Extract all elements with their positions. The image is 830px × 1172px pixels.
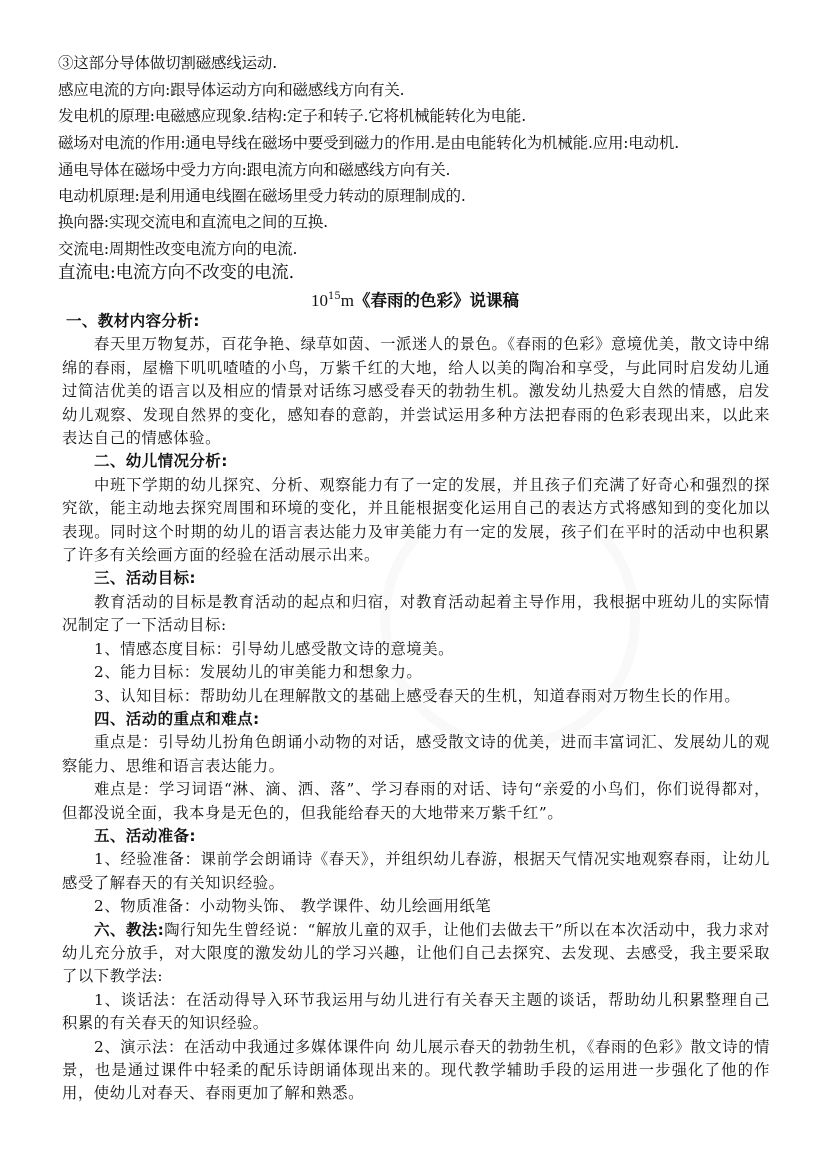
list-item: 2、能力目标：发展幼儿的审美能力和想象力。 [94, 663, 423, 682]
text-line: 直流电:电流方向不改变的电流. [58, 263, 294, 283]
document-title [0, 287, 830, 311]
section-heading: 六、教法: [94, 920, 165, 939]
list-item: 1、谈话法：在活动得导入环节我运用与幼儿进行有关春天主题的谈话，帮助幼儿积累整理自己积累的有关春天的知识经验。 [62, 990, 770, 1033]
paragraph-text: 陶行知先生曾经说：“解放儿童的双手，让他们去做去干”所以在本次活动中，我力求对幼儿充分放手，对大限度的激发幼儿的学习兴趣，让他们自己去探究、去发现、去感受，我主要采取了以下教学法: [62, 920, 771, 986]
text-line: 交流电:周期性改变电流方向的电流. [58, 240, 298, 258]
title-unit: m [340, 291, 354, 310]
paragraph: 教育活动的目标是教育活动的起点和归宿，对教育活动起着主导作用，我根据中班幼儿的实际情况制定了一下活动目标: [62, 592, 770, 635]
text-line: 感应电流的方向:跟导体运动方向和磁感线方向有关. [58, 81, 405, 99]
list-item: 1、情感态度目标：引导幼儿感受散文诗的意境美。 [94, 639, 455, 658]
text-line: 磁场对电流的作用:通电导线在磁场中要受到磁力的作用.是由电能转化为机械能.应用:电动机. [58, 134, 679, 152]
list-item: 3、认知目标：帮助幼儿在理解散文的基础上感受春天的生机，知道春雨对万物生长的作用。 [94, 686, 741, 705]
title-name: 《春雨的色彩》说课稿 [353, 291, 519, 310]
text-line: 通电导体在磁场中受力方向:跟电流方向和磁感线方向有关. [58, 161, 451, 179]
section-heading: 五、活动准备: [94, 826, 196, 845]
title-superscript: 15 [328, 291, 341, 302]
paragraph: 中班下学期的幼儿探究、分析、观察能力有了一定的发展，并且孩子们充满了好奇心和强烈的探究欲，能主动地去探究周围和环境的变化，并且能根据变化运用自己的表达方式将感知到的变化加以表现。同时这个时期的幼儿的语言表达能力及审美能力有一定的发展，孩子们在平时的活动中也积累了许多有关绘画方面的经验在活动展示出来。 [62, 475, 770, 565]
paragraph [62, 919, 770, 989]
title-number: 10 [311, 291, 329, 310]
text-line: 电动机原理:是利用通电线圈在磁场里受力转动的原理制成的. [58, 187, 466, 205]
text-line: 发电机的原理:电磁感应现象.结构:定子和转子.它将机械能转化为电能. [58, 107, 526, 125]
paragraph: 重点是：引导幼儿扮角色朗诵小动物的对话，感受散文诗的优美，进而丰富词汇、发展幼儿的观察能力、思维和语言表达能力。 [62, 733, 770, 775]
list-item: 2、物质准备：小动物头饰、 教学课件、幼儿绘画用纸笔 [94, 897, 492, 916]
paragraph: 春天里万物复苏，百花争艳、绿草如茵、一派迷人的景色。《春雨的色彩》意境优美，散文诗中绵绵的春雨，屋檐下叽叽喳喳的小鸟，万紫千红的大地，给人以美的陶冶和享受，与此同时启发幼儿通过简洁优美的语言以及相应的情景对话练习感受春天的勃勃生机。激发幼儿热爱大自然的情感，启发幼儿观察、发现自然界的变化，感知春的意韵，并尝试运用多种方法把春雨的色彩表现出来，以此来表达自己的情感体验。 [62, 335, 770, 448]
text-line: ③这部分导体做切割磁感线运动. [58, 54, 277, 72]
section-heading: 二、幼儿情况分析: [94, 452, 228, 471]
text-line: 换向器:实现交流电和直流电之间的互换. [58, 213, 328, 231]
list-item: 1、经验准备：课前学会朗诵诗《春天》，并组织幼儿春游，根据天气情况实地观察春雨，让幼儿感受了解春天的有关知识经验。 [62, 850, 770, 892]
section-heading: 一、教材内容分析: [66, 312, 200, 330]
section-heading: 四、活动的重点和难点: [94, 709, 260, 728]
section-heading: 三、活动目标: [94, 569, 196, 588]
article-body [62, 310, 770, 1106]
paragraph: 难点是：学习词语“淋、滴、洒、落”、学习春雨的对话、诗句“亲爱的小鸟们，你们说得都对，但都没说全面，我本身是无色的，但我能给春天的大地带来万紫千红”。 [62, 780, 770, 822]
list-item: 2、演示法：在活动中我通过多媒体课件向 幼儿展示春天的勃勃生机，《春雨的色彩》散文诗的情景，也是通过课件中轻柔的配乐诗朗诵体现出来的。现代教学辅助手段的运用进一步强化了他的作用，使幼儿对春天、春雨更加了解和熟悉。 [62, 1037, 770, 1103]
